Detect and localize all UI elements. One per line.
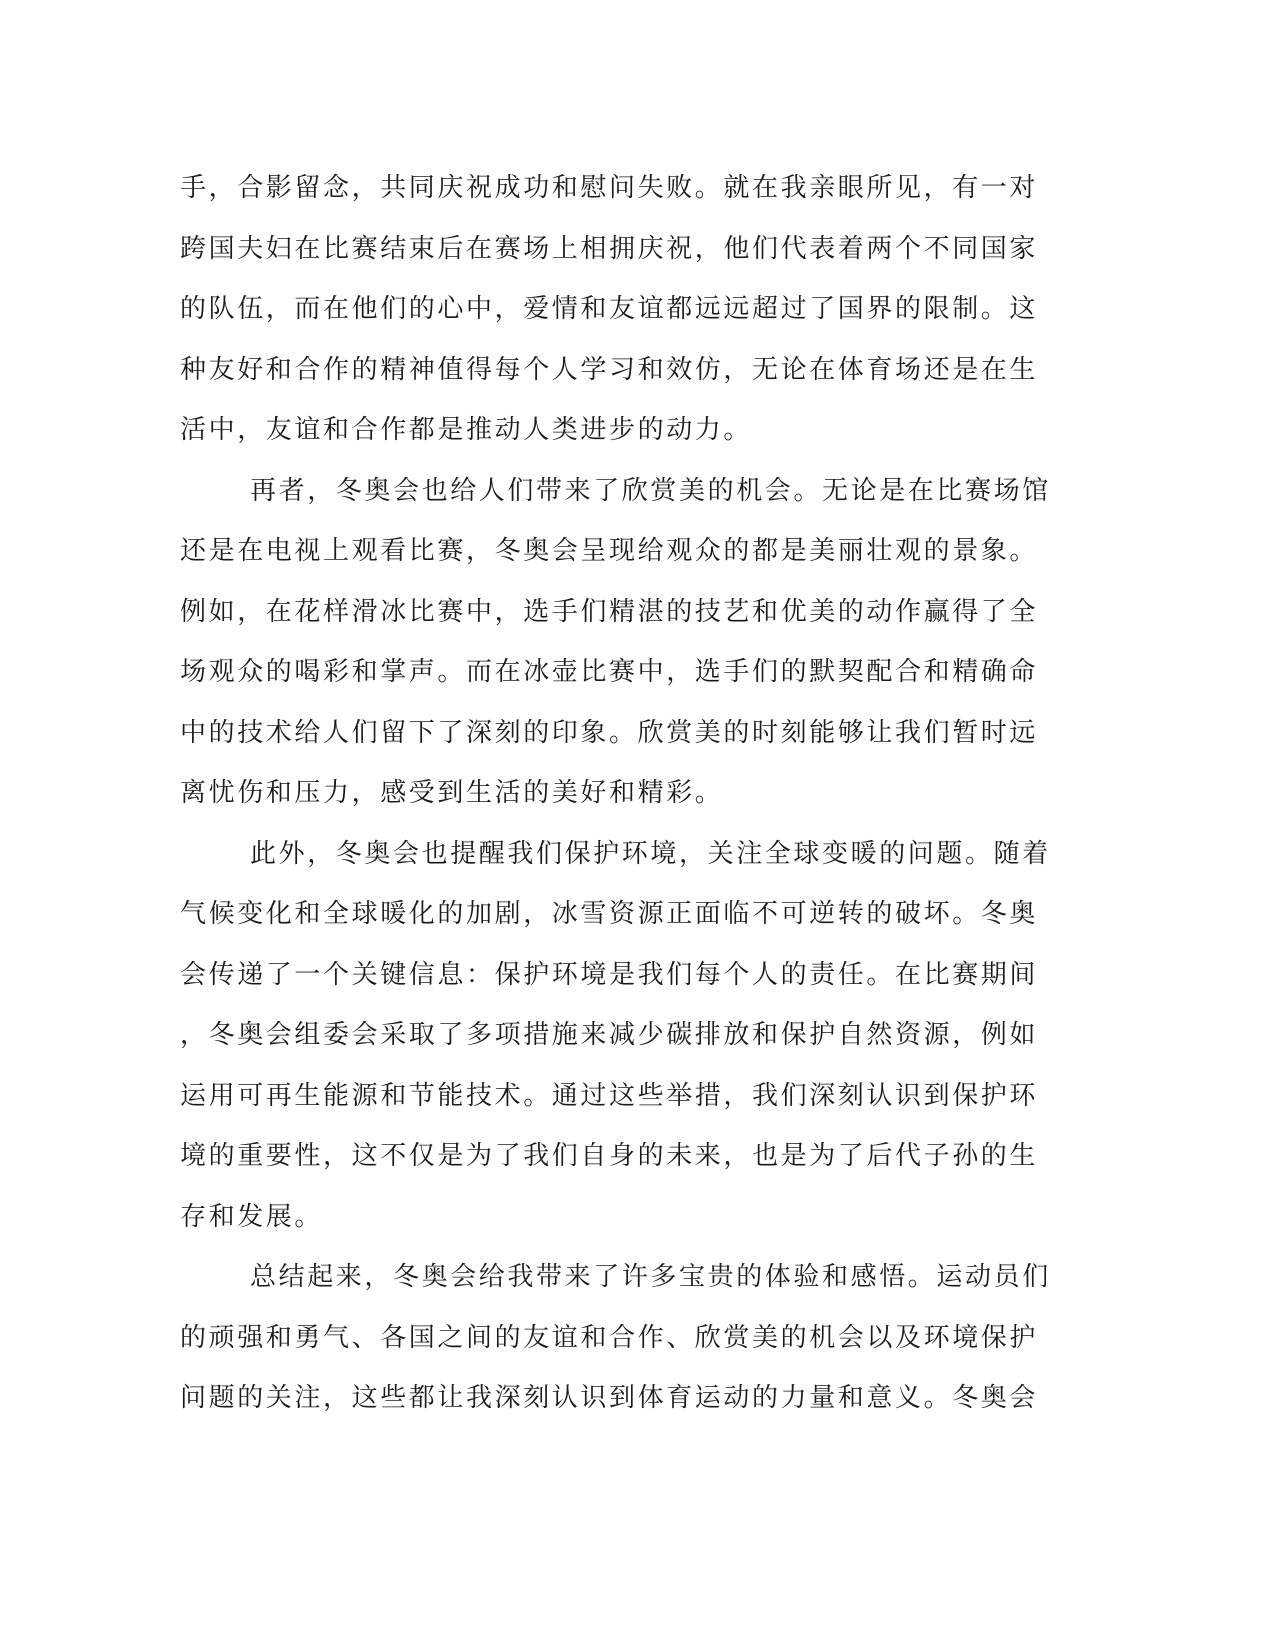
text-line: 种友好和合作的精神值得每个人学习和效仿，无论在体育场还是在生: [180, 354, 1039, 385]
text-line: 会传递了一个关键信息：保护环境是我们每个人的责任。在比赛期间: [180, 959, 1039, 990]
paragraph-start-line: 此外，冬奥会也提醒我们保护环境，关注全球变暖的问题。随着: [250, 838, 1051, 869]
text-line: 境的重要性，这不仅是为了我们自身的未来，也是为了后代子孙的生: [180, 1141, 1039, 1171]
text-line: 离忧伤和压力，感受到生活的美好和精彩。: [180, 778, 724, 808]
text-line: 活中，友谊和合作都是推动人类进步的动力。: [180, 415, 753, 445]
document-body-text: [180, 158, 1051, 1429]
text-line: 的队伍，而在他们的心中，爱情和友谊都远远超过了国界的限制。这: [180, 294, 1039, 324]
text-line: 场观众的喝彩和掌声。而在冰壶比赛中，选手们的默契配合和精确命: [180, 657, 1039, 687]
text-line: 还是在电视上观看比赛，冬奥会呈现给观众的都是美丽壮观的景象。: [180, 536, 1039, 566]
text-line: 中的技术给人们留下了深刻的印象。欣赏美的时刻能够让我们暂时远: [180, 717, 1039, 748]
text-line: 存和发展。: [180, 1201, 324, 1232]
paragraph-start-line: 总结起来，冬奥会给我带来了许多宝贵的体验和感悟。运动员们: [250, 1262, 1051, 1292]
text-line: 的顽强和勇气、各国之间的友谊和合作、欣赏美的机会以及环境保护: [180, 1322, 1039, 1353]
paragraph-start-line: 再者，冬奥会也给人们带来了欣赏美的机会。无论是在比赛场馆: [250, 475, 1051, 506]
text-line: 跨国夫妇在比赛结束后在赛场上相拥庆祝，他们代表着两个不同国家: [180, 233, 1039, 264]
text-line: 例如，在花样滑冰比赛中，选手们精湛的技艺和优美的动作赢得了全: [180, 596, 1039, 627]
text-line: ，冬奥会组委会采取了多项措施来减少碳排放和保护自然资源，例如: [180, 1020, 1039, 1050]
text-line: 手，合影留念，共同庆祝成功和慰问失败。就在我亲眼所见，有一对: [180, 173, 1039, 203]
text-line: 运用可再生能源和节能技术。通过这些举措，我们深刻认识到保护环: [180, 1080, 1039, 1111]
text-line: 问题的关注，这些都让我深刻认识到体育运动的力量和意义。冬奥会: [180, 1383, 1039, 1413]
text-line: 气候变化和全球暖化的加剧，冰雪资源正面临不可逆转的破坏。冬奥: [180, 899, 1039, 929]
